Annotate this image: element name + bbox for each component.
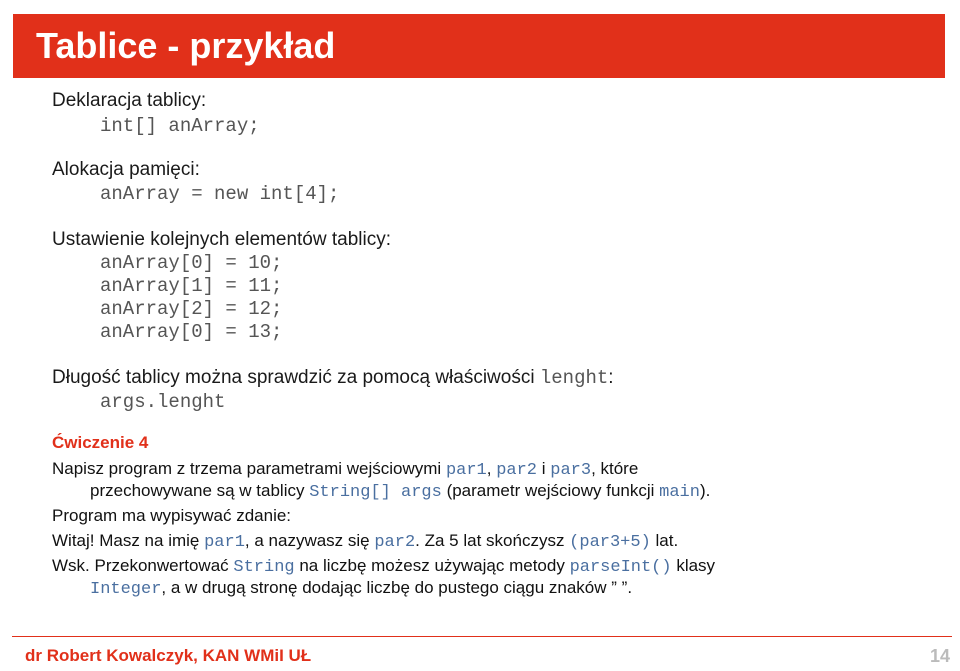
text-span: (parametr wejściowy funkcji (441, 481, 660, 500)
code-span: main (659, 483, 700, 502)
text-span: . Za 5 lat skończysz (415, 531, 570, 550)
footer-author: dr Robert Kowalczyk, KAN WMiI UŁ (25, 646, 312, 665)
exercise-paragraph-3 (52, 530, 678, 554)
code-span: par3 (550, 461, 592, 480)
text-span: ). (699, 481, 711, 500)
exercise-heading: Ćwiczenie 4 (52, 433, 149, 452)
code-span: parseInt() (569, 558, 672, 577)
page-number: 14 (929, 646, 950, 666)
code-span: (par3+5) (569, 533, 651, 552)
text-span: ” ” (611, 578, 628, 597)
text-span: na liczbę możesz używając metody (294, 556, 570, 575)
exercise-paragraph-2: Program ma wypisywać zdanie: (52, 506, 292, 525)
text-span: Witaj! Masz na imię (52, 531, 205, 550)
text-span: , które (591, 459, 639, 478)
allocation-code: anArray = new int[4]; (100, 183, 340, 205)
length-heading-text: Długość tablicy można sprawdzić za pomocą właściwości (52, 367, 540, 388)
code-span: String (233, 558, 295, 577)
footer-divider (12, 636, 952, 637)
allocation-heading: Alokacja pamięci: (52, 159, 200, 180)
assignment-code-line: anArray[0] = 10; (100, 252, 283, 274)
assignment-code-line: anArray[0] = 13; (100, 321, 283, 343)
code-span: Integer (90, 580, 162, 599)
assignment-heading: Ustawienie kolejnych elementów tablicy: (52, 229, 391, 250)
exercise-paragraph-1 (52, 458, 638, 482)
declaration-heading: Deklaracja tablicy: (52, 90, 207, 111)
assignment-code-line: anArray[2] = 12; (100, 298, 283, 320)
text-span: , a nazywasz się (244, 531, 375, 550)
code-span: par1 (445, 461, 487, 480)
length-code: args.lenght (100, 391, 226, 413)
exercise-paragraph-1-continued (90, 480, 710, 504)
text-span: . (627, 578, 633, 597)
code-span: par2 (374, 533, 416, 552)
slide-title: Tablice - przykład (36, 25, 336, 66)
code-span: String[] args (309, 483, 442, 502)
code-span: par1 (204, 533, 245, 552)
text-span: lat. (650, 531, 679, 550)
text-span: przechowywane są w tablicy (90, 481, 310, 500)
text-span: Wsk. Przekonwertować (52, 556, 234, 575)
text-span: Napisz program z trzema parametrami wejściowymi (52, 459, 446, 478)
text-span: , a w drugą stronę dodając liczbę do pustego ciągu znaków (161, 578, 612, 597)
declaration-code: int[] anArray; (100, 115, 260, 137)
length-heading (52, 366, 614, 390)
text-span: , (486, 459, 497, 478)
code-span: par2 (496, 461, 538, 480)
exercise-paragraph-4-continued (90, 577, 632, 601)
exercise-paragraph-4 (52, 555, 715, 579)
length-heading-code: lenght (539, 367, 609, 389)
assignment-code-line: anArray[1] = 11; (100, 275, 283, 297)
length-heading-colon: : (608, 367, 614, 388)
text-span: klasy (671, 556, 716, 575)
text-span: i (537, 459, 551, 478)
